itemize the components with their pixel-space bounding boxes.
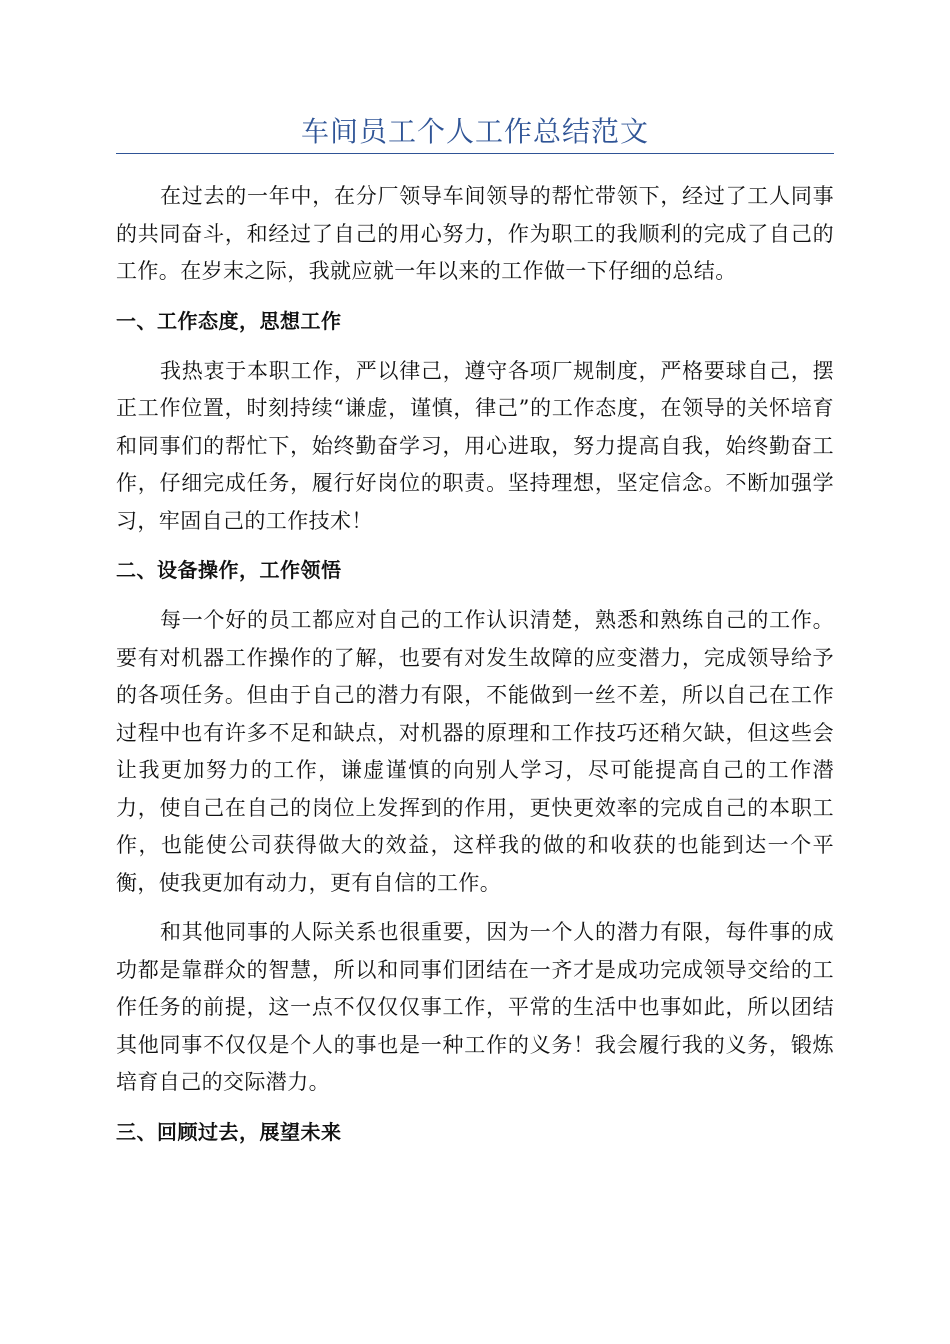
document-title: 车间员工个人工作总结范文: [300, 115, 649, 148]
section-2-heading: 二、设备操作，工作领悟: [116, 558, 342, 582]
intro-paragraph: 在过去的一年中，在分厂领导车间领导的帮忙带领下，经过了工人同事的共同奋斗，和经过了自己的用心努力，作为职工的我顺利的完成了自己的工作。在岁末之际，我就应就一年以来的工作做一下仔细的总结。: [116, 184, 834, 283]
section-2-paragraph-1: 每一个好的员工都应对自己的工作认识清楚，熟悉和熟练自己的工作。要有对机器工作操作的了解，也要有对发生故障的应变潜力，完成领导给予的各项任务。但由于自己的潜力有限，不能做到一丝不差，所以自己在工作过程中也有许多不足和缺点，对机器的原理和工作技巧还稍欠缺，但这些会让我更加努力的工作，谦虚谨慎的向别人学习，尽可能提高自己的工作潜力，使自己在自己的岗位上发挥到的作用，更快更效率的完成自己的本职工作，也能使公司获得做大的效益，这样我的做的和收获的也能到达一个平衡，使我更加有动力，更有自信的工作。: [116, 608, 834, 895]
section-1-paragraph: 我热衷于本职工作，严以律己，遵守各项厂规制度，严格要球自己，摆正工作位置，时刻持续“谦虚，谨慎，律己”的工作态度，在领导的关怀培育和同事们的帮忙下，始终勤奋学习，用心进取，努力提高自我，始终勤奋工作，仔细完成任务，履行好岗位的职责。坚持理想，坚定信念。不断加强学习，牢固自己的工作技术！: [116, 358, 834, 533]
section-3-heading: 三、回顾过去，展望未来: [116, 1119, 342, 1144]
section-2-paragraph-2: 和其他同事的人际关系也很重要，因为一个人的潜力有限，每件事的成功都是靠群众的智慧，所以和同事们团结在一齐才是成功完成领导交给的工作任务的前提，这一点不仅仅仅事工作，平常的生活中也事如此，所以团结其他同事不仅仅是个人的事也是一种工作的义务！我会履行我的义务，锻炼培育自己的交际潜力。: [116, 920, 834, 1094]
section-1-heading: 一、工作态度，思想工作: [116, 308, 342, 333]
title-underline: [116, 153, 834, 154]
document-page: [116, 112, 834, 1164]
